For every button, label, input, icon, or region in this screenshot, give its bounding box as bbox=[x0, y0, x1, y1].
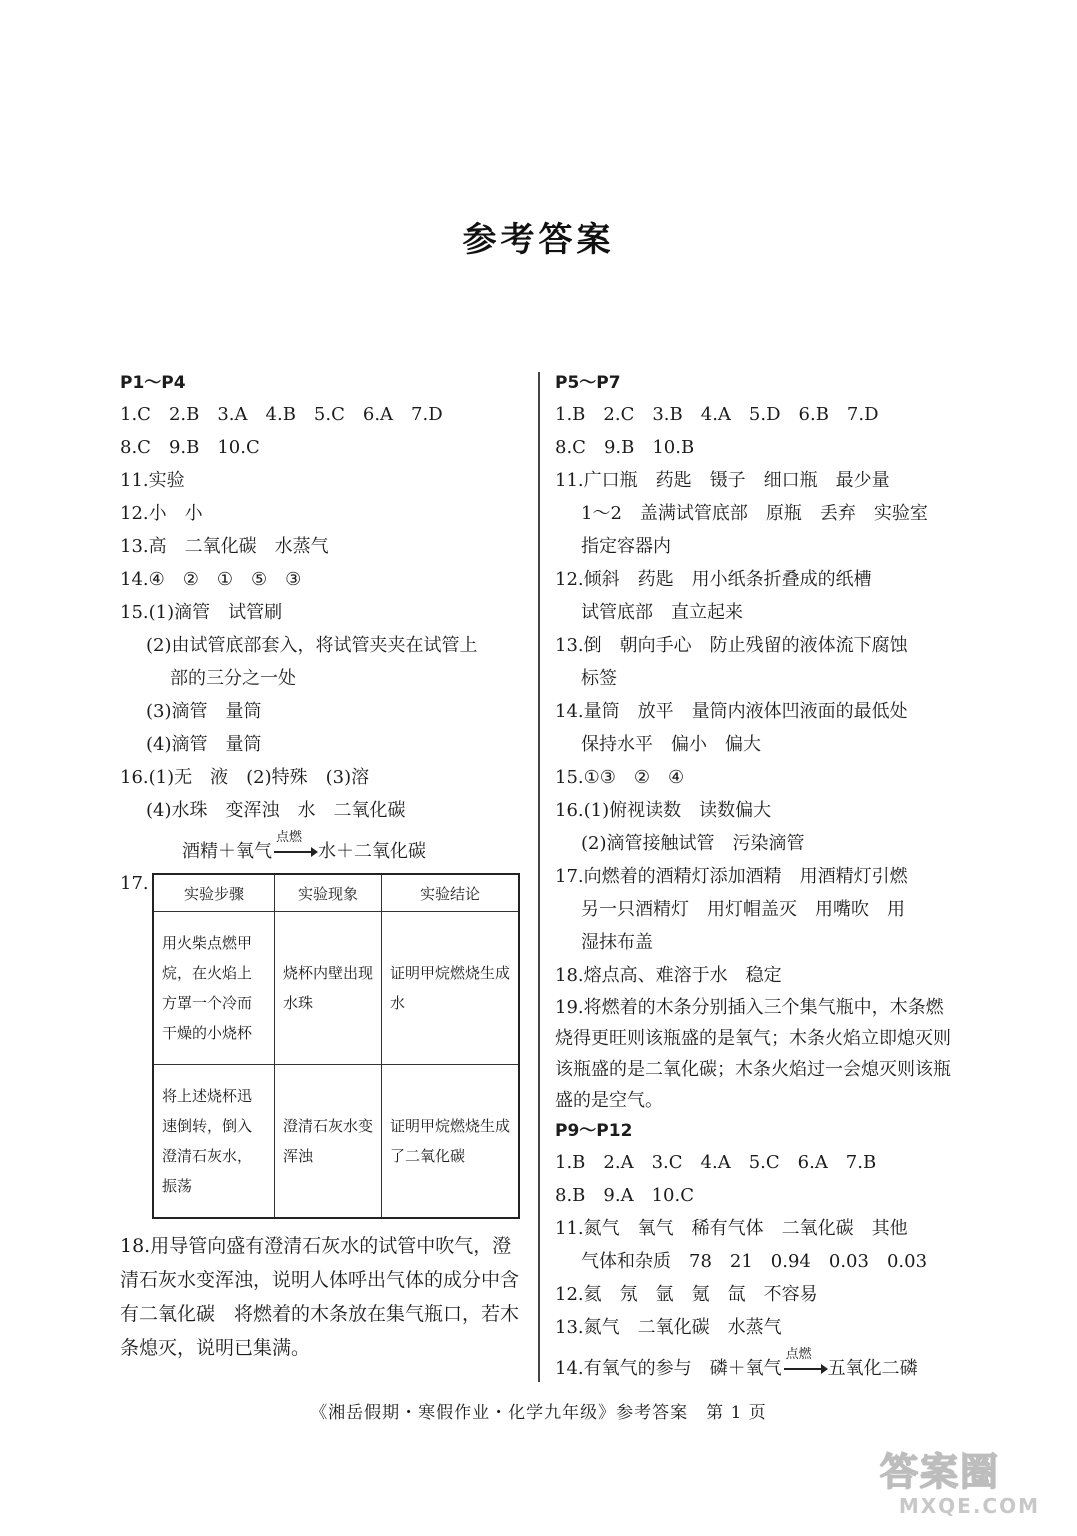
section-heading: P1～P4 bbox=[120, 373, 186, 393]
answer-line: 8.B 9.A 10.C bbox=[555, 1185, 694, 1206]
watermark-url: MXQE.COM bbox=[898, 1494, 1040, 1518]
answer-paragraph: 19.将燃着的木条分别插入三个集气瓶中，木条燃烧得更旺则该瓶盛的是氧气；木条火焰立即熄灭则该瓶盛的是二氧化碳；木条火焰过一会熄灭则该瓶盛的是空气。 bbox=[555, 997, 951, 1111]
reaction-condition: 点燃 bbox=[785, 1347, 812, 1362]
page-footer: 《湘岳假期・寒假作业・化学九年级》参考答案 第 1 页 bbox=[310, 1403, 767, 1423]
answer-line: 15.(1)滴管 试管刷 bbox=[120, 602, 283, 623]
answer-line: 试管底部 直立起来 bbox=[581, 602, 743, 623]
table-cell: 证明甲烷燃烧生成了二氧化碳 bbox=[382, 1065, 520, 1219]
answer-line: 1.B 2.C 3.B 4.A 5.D 6.B 7.D bbox=[555, 404, 879, 425]
table-cell: 用火柴点燃甲烷，在火焰上方罩一个冷而干燥的小烧杯 bbox=[153, 912, 275, 1065]
answer-line: 1～2 盖满试管底部 原瓶 丢弃 实验室 bbox=[581, 503, 928, 524]
equation-reactants: 14.有氧气的参与 磷＋氧气 bbox=[555, 1358, 782, 1379]
column-divider bbox=[538, 372, 540, 1382]
reaction-arrow bbox=[274, 830, 316, 853]
table-header: 实验结论 bbox=[382, 874, 520, 912]
equation-reactants: 酒精＋氧气 bbox=[182, 841, 272, 862]
answer-line: 部的三分之一处 bbox=[170, 668, 296, 689]
answer-line: 8.C 9.B 10.B bbox=[555, 437, 695, 458]
answer-line: 12.氦 氖 氩 氪 氙 不容易 bbox=[555, 1284, 818, 1305]
watermark-logo: 答案圈 bbox=[880, 1450, 1001, 1494]
table-cell: 将上述烧杯迅速倒转，倒入澄清石灰水，振荡 bbox=[153, 1065, 275, 1219]
answer-line: 8.C 9.B 10.C bbox=[120, 437, 260, 458]
table-cell: 澄清石灰水变浑浊 bbox=[275, 1065, 382, 1219]
answer-line: (3)滴管 量筒 bbox=[146, 701, 262, 722]
answer-line: 标签 bbox=[581, 668, 617, 689]
answer-line: 13.倒 朝向手心 防止残留的液体流下腐蚀 bbox=[555, 635, 908, 656]
experiment-table-block bbox=[120, 873, 530, 1219]
answer-line: 17.向燃着的酒精灯添加酒精 用酒精灯引燃 bbox=[555, 866, 908, 887]
answer-line: 12.小 小 bbox=[120, 503, 203, 524]
section-heading: P5～P7 bbox=[555, 373, 621, 393]
answer-line: 气体和杂质 78 21 0.94 0.03 0.03 bbox=[581, 1251, 928, 1272]
answer-line: 13.高 二氧化碳 水蒸气 bbox=[120, 536, 329, 557]
answer-line: 1.C 2.B 3.A 4.B 5.C 6.A 7.D bbox=[120, 404, 443, 425]
answer-line: 14.④ ② ① ⑤ ③ bbox=[120, 569, 302, 590]
table-row bbox=[153, 1065, 519, 1219]
answer-line: (2)由试管底部套入，将试管夹夹在试管上 bbox=[146, 635, 478, 656]
answer-line: (4)滴管 量筒 bbox=[146, 734, 262, 755]
answer-line: 16.(1)无 液 (2)特殊 (3)溶 bbox=[120, 767, 370, 788]
table-cell: 证明甲烷燃烧生成水 bbox=[382, 912, 520, 1065]
answer-line: 13.氮气 二氧化碳 水蒸气 bbox=[555, 1317, 782, 1338]
answer-line: (4)水珠 变浑浊 水 二氧化碳 bbox=[146, 800, 406, 821]
answer-line: 保持水平 偏小 偏大 bbox=[581, 734, 761, 755]
answer-line: 11.广口瓶 药匙 镊子 细口瓶 最少量 bbox=[555, 470, 890, 491]
reaction-condition: 点燃 bbox=[276, 830, 303, 845]
answer-line: 湿抹布盖 bbox=[581, 932, 653, 953]
table-header: 实验现象 bbox=[275, 874, 382, 912]
chemical-equation bbox=[555, 1344, 960, 1384]
answer-line: 16.(1)俯视读数 读数偏大 bbox=[555, 800, 772, 821]
page-title: 参考答案 bbox=[462, 220, 615, 260]
question-number: 17. bbox=[120, 873, 149, 894]
experiment-table bbox=[152, 873, 520, 1219]
answer-line: 1.B 2.A 3.C 4.A 5.C 6.A 7.B bbox=[555, 1152, 877, 1173]
chemical-equation bbox=[120, 827, 530, 867]
table-cell: 烧杯内壁出现水珠 bbox=[275, 912, 382, 1065]
equation-products: 五氧化二磷 bbox=[827, 1358, 918, 1379]
answer-paragraph: 18.用导管向盛有澄清石灰水的试管中吹气，澄清石灰水变浑浊，说明人体呼出气体的成分中含有二氧化碳 将燃着的木条放在集气瓶口，若木条熄灭，说明已集满。 bbox=[120, 1235, 520, 1359]
answer-line: 15.①③ ② ④ bbox=[555, 767, 685, 788]
right-column bbox=[555, 368, 960, 1384]
equation-products: 水＋二氧化碳 bbox=[318, 841, 426, 862]
table-header: 实验步骤 bbox=[153, 874, 275, 912]
answer-line: 另一只酒精灯 用灯帽盖灭 用嘴吹 用 bbox=[581, 899, 905, 920]
answer-line: 12.倾斜 药匙 用小纸条折叠成的纸槽 bbox=[555, 569, 872, 590]
left-column bbox=[120, 368, 530, 1365]
site-watermark bbox=[880, 1450, 1060, 1520]
answer-line: 14.量筒 放平 量筒内液体凹液面的最低处 bbox=[555, 701, 908, 722]
section-heading: P9～P12 bbox=[555, 1121, 633, 1141]
table-row bbox=[153, 912, 519, 1065]
reaction-arrow bbox=[784, 1347, 826, 1370]
answer-line: 11.氮气 氧气 稀有气体 二氧化碳 其他 bbox=[555, 1218, 908, 1239]
answer-line: 18.熔点高、难溶于水 稳定 bbox=[555, 965, 782, 986]
answer-line: (2)滴管接触试管 污染滴管 bbox=[581, 833, 805, 854]
answer-line: 11.实验 bbox=[120, 470, 185, 491]
answer-line: 指定容器内 bbox=[581, 536, 671, 557]
